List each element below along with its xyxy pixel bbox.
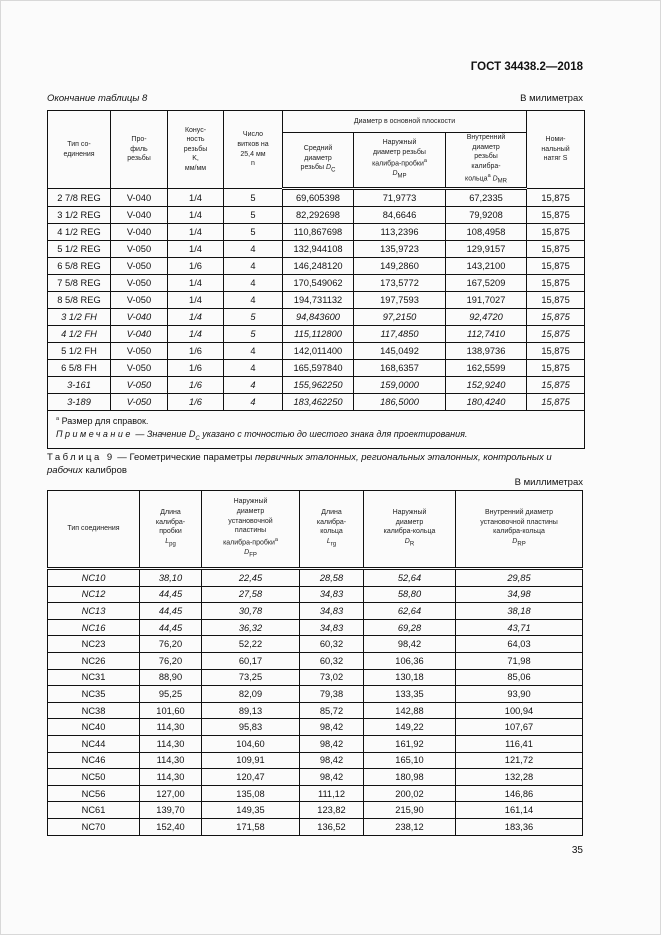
table-cell: 60,32 (300, 652, 364, 669)
table-cell: NC70 (48, 818, 140, 835)
table-cell: 162,5599 (446, 360, 527, 377)
table-cell: 15,875 (527, 394, 585, 411)
header-ring-minor-diameter: Внутренний диаметр резьбы калибра- кольца$^a$ $D_{MR}$ (446, 133, 527, 189)
table-cell: NC16 (48, 619, 140, 636)
table-cell: 5 (224, 207, 283, 224)
table-cell: 142,011400 (283, 343, 354, 360)
table-cell: 94,843600 (283, 309, 354, 326)
table-cell: NC56 (48, 785, 140, 802)
table-cell: 3-161 (48, 377, 111, 394)
header-ring-plate-inner-diameter: Внутренний диаметр установочной пластины калибра-кольца $D_{RP}$ (456, 491, 583, 569)
table-cell: 149,35 (202, 802, 300, 819)
table-cell: 15,875 (527, 326, 585, 343)
table-cell: 79,38 (300, 686, 364, 703)
table-row (48, 275, 585, 292)
table-cell: 6 5/8 FH (48, 360, 111, 377)
table-cell: 15,875 (527, 343, 585, 360)
table-cell: 1/6 (168, 360, 224, 377)
table-cell: 168,6357 (354, 360, 446, 377)
table8-notes (48, 411, 585, 449)
table-row (48, 360, 585, 377)
table-row (48, 292, 585, 309)
table-cell: 15,875 (527, 377, 585, 394)
table-cell: 4 (224, 360, 283, 377)
table-cell: 145,0492 (354, 343, 446, 360)
table-cell: 44,45 (140, 586, 202, 603)
table-cell: 4 (224, 241, 283, 258)
standard-number: ГОСТ 34438.2—2018 (470, 61, 583, 73)
table-row (48, 309, 585, 326)
table-9 (47, 490, 583, 836)
table-cell: 92,4720 (446, 309, 527, 326)
table-cell: 194,731132 (283, 292, 354, 309)
table-row (48, 719, 583, 736)
table9-title: Таблица 9 — Геометрические параметры первичных эталонных, региональных эталонных, контрольных и рабочих калибров (47, 452, 552, 476)
table-cell: 6 5/8 REG (48, 258, 111, 275)
table-cell: V-050 (111, 394, 168, 411)
table-row (48, 686, 583, 703)
table-cell: 52,22 (202, 636, 300, 653)
table-cell: 44,45 (140, 619, 202, 636)
table-cell: 71,9773 (354, 189, 446, 207)
table-cell: 1/6 (168, 343, 224, 360)
table-cell: NC35 (48, 686, 140, 703)
table-cell: NC10 (48, 569, 140, 587)
table-cell: 191,7027 (446, 292, 527, 309)
table-cell: 197,7593 (354, 292, 446, 309)
table-cell: 165,10 (364, 752, 456, 769)
table-cell: 34,98 (456, 586, 583, 603)
table-cell: 130,18 (364, 669, 456, 686)
table-cell: 180,98 (364, 769, 456, 786)
table-cell: 7 5/8 REG (48, 275, 111, 292)
table8-units: В милиметрах (520, 93, 583, 104)
table-cell: 89,13 (202, 702, 300, 719)
table-cell: 109,91 (202, 752, 300, 769)
table-cell: 111,12 (300, 785, 364, 802)
table-cell: 186,5000 (354, 394, 446, 411)
table-cell: NC13 (48, 603, 140, 620)
table-cell: 4 (224, 275, 283, 292)
table-cell: 82,09 (202, 686, 300, 703)
table-row (48, 802, 583, 819)
table9-body (48, 569, 583, 836)
header-plug-major-diameter: Наружный диаметр резьбы калибра-пробки$^a$ $D_{MP}$ (354, 133, 446, 189)
table-cell: 142,88 (364, 702, 456, 719)
table-row (48, 586, 583, 603)
table-cell: NC26 (48, 652, 140, 669)
table-cell: 180,4240 (446, 394, 527, 411)
table-row (48, 702, 583, 719)
table-cell: 132,944108 (283, 241, 354, 258)
header-connection-type: Тип соединения (48, 491, 140, 569)
header-threads-per-inch: Число витков на 25,4 мм n (224, 111, 283, 189)
table-cell: 2 7/8 REG (48, 189, 111, 207)
table-cell: 95,83 (202, 719, 300, 736)
table-cell: V-050 (111, 360, 168, 377)
table-cell: 15,875 (527, 360, 585, 377)
table-cell: 69,605398 (283, 189, 354, 207)
table-cell: 155,962250 (283, 377, 354, 394)
table-cell: 43,71 (456, 619, 583, 636)
table-cell: 15,875 (527, 275, 585, 292)
table-cell: 165,597840 (283, 360, 354, 377)
table-cell: 146,248120 (283, 258, 354, 275)
table-cell: 120,47 (202, 769, 300, 786)
table-cell: V-040 (111, 309, 168, 326)
table-cell: 149,2860 (354, 258, 446, 275)
table-cell: V-050 (111, 343, 168, 360)
table-cell: 15,875 (527, 258, 585, 275)
table-cell: 135,08 (202, 785, 300, 802)
table-cell: 152,40 (140, 818, 202, 835)
table-row (48, 326, 585, 343)
table-cell: 8 5/8 REG (48, 292, 111, 309)
table-cell: 15,875 (527, 189, 585, 207)
table-cell: 15,875 (527, 224, 585, 241)
table-cell: 3 1/2 REG (48, 207, 111, 224)
header-ring-length: Длина калибра- кольца $L_{rg}$ (300, 491, 364, 569)
table-cell: 121,72 (456, 752, 583, 769)
table-cell: 5 1/2 REG (48, 241, 111, 258)
table-cell: 101,60 (140, 702, 202, 719)
table-cell: 136,52 (300, 818, 364, 835)
header-plug-length: Длина калибра- пробки $L_{pg}$ (140, 491, 202, 569)
table-cell: 84,6646 (354, 207, 446, 224)
table-cell: NC31 (48, 669, 140, 686)
table-cell: 129,9157 (446, 241, 527, 258)
table-cell: 159,0000 (354, 377, 446, 394)
header-gauge-plane-diameter: Диаметр в основной плоскости (283, 111, 527, 133)
table-row (48, 343, 585, 360)
table-cell: 34,83 (300, 586, 364, 603)
table-cell: 1/4 (168, 241, 224, 258)
table-row (48, 241, 585, 258)
table-cell: 135,9723 (354, 241, 446, 258)
table-cell: 183,462250 (283, 394, 354, 411)
table-row (48, 394, 585, 411)
table-cell: 113,2396 (354, 224, 446, 241)
table-cell: 1/4 (168, 275, 224, 292)
table-cell: V-040 (111, 224, 168, 241)
table-cell: 5 (224, 309, 283, 326)
table-cell: 95,25 (140, 686, 202, 703)
table-cell: 4 (224, 343, 283, 360)
table-cell: V-040 (111, 326, 168, 343)
table-cell: 173,5772 (354, 275, 446, 292)
table-cell: 64,03 (456, 636, 583, 653)
header-connection-type: Тип со- единения (48, 111, 111, 189)
table-cell: 82,292698 (283, 207, 354, 224)
table-cell: 1/6 (168, 258, 224, 275)
table-row (48, 769, 583, 786)
table-cell: 97,2150 (354, 309, 446, 326)
table-cell: 71,98 (456, 652, 583, 669)
table-cell: 1/6 (168, 377, 224, 394)
table-row (48, 619, 583, 636)
table-cell: 29,85 (456, 569, 583, 587)
table-cell: 73,02 (300, 669, 364, 686)
header-ring-outer-diameter: Наружный диаметр калибра-кольца $D_R$ (364, 491, 456, 569)
table-cell: 15,875 (527, 241, 585, 258)
table-cell: 60,32 (300, 636, 364, 653)
header-pitch-diameter: Средний диаметр резьбы $D_C$ (283, 133, 354, 189)
table-cell: 1/4 (168, 326, 224, 343)
table-cell: 88,90 (140, 669, 202, 686)
table-cell: V-050 (111, 275, 168, 292)
table-cell: 110,867698 (283, 224, 354, 241)
table-row (48, 377, 585, 394)
table-cell: 132,28 (456, 769, 583, 786)
table-cell: 4 1/2 FH (48, 326, 111, 343)
table-cell: 1/6 (168, 394, 224, 411)
table-row (48, 818, 583, 835)
table-cell: 123,82 (300, 802, 364, 819)
table-row (48, 569, 583, 587)
table-cell: 5 (224, 224, 283, 241)
table-cell: 114,30 (140, 735, 202, 752)
table-cell: 79,9208 (446, 207, 527, 224)
table-row (48, 189, 585, 207)
table-cell: 3-189 (48, 394, 111, 411)
table-cell: 58,80 (364, 586, 456, 603)
table-cell: V-040 (111, 207, 168, 224)
table-row (48, 652, 583, 669)
table-cell: 138,9736 (446, 343, 527, 360)
table-cell: 108,4958 (446, 224, 527, 241)
table-cell: 15,875 (527, 292, 585, 309)
table-cell: NC44 (48, 735, 140, 752)
table-cell: V-050 (111, 241, 168, 258)
note: Примечание — Значение $D_C$ указано с точностью до шестого знака для проектирования. (56, 428, 468, 442)
table-row (48, 785, 583, 802)
table-row (48, 258, 585, 275)
table-cell: 238,12 (364, 818, 456, 835)
table-cell: 4 (224, 258, 283, 275)
table-cell: 36,32 (202, 619, 300, 636)
table-cell: 116,41 (456, 735, 583, 752)
table-cell: 127,00 (140, 785, 202, 802)
table-cell: 115,112800 (283, 326, 354, 343)
table-cell: 98,42 (364, 636, 456, 653)
table8-caption: Окончание таблицы 8 (47, 93, 148, 104)
table-cell: 4 (224, 292, 283, 309)
table-cell: 67,2335 (446, 189, 527, 207)
table-8 (47, 110, 585, 449)
table-cell: 152,9240 (446, 377, 527, 394)
table-cell: 44,45 (140, 603, 202, 620)
table-row (48, 603, 583, 620)
table-cell: 98,42 (300, 719, 364, 736)
table-row (48, 752, 583, 769)
table-cell: NC12 (48, 586, 140, 603)
header-standoff: Номи- нальный натяг S (527, 111, 585, 189)
table-cell: 171,58 (202, 818, 300, 835)
table-cell: 117,4850 (354, 326, 446, 343)
table-cell: 98,42 (300, 735, 364, 752)
table-cell: 5 1/2 FH (48, 343, 111, 360)
table-cell: 1/4 (168, 189, 224, 207)
table-cell: NC50 (48, 769, 140, 786)
table-cell: V-040 (111, 189, 168, 207)
table-cell: 30,78 (202, 603, 300, 620)
table-cell: 161,14 (456, 802, 583, 819)
table-row (48, 207, 585, 224)
table-cell: 106,36 (364, 652, 456, 669)
table-cell: 98,42 (300, 752, 364, 769)
page-number: 35 (571, 845, 583, 856)
table-cell: 34,83 (300, 603, 364, 620)
table-cell: 73,25 (202, 669, 300, 686)
table-cell: 85,72 (300, 702, 364, 719)
table-cell: NC38 (48, 702, 140, 719)
table-cell: 4 (224, 377, 283, 394)
footnote: $^a$ Размер для справок. (56, 416, 149, 426)
table-cell: 69,28 (364, 619, 456, 636)
table-cell: 15,875 (527, 309, 585, 326)
table-cell: 1/4 (168, 292, 224, 309)
table-cell: NC46 (48, 752, 140, 769)
table-cell: 62,64 (364, 603, 456, 620)
table-cell: 133,35 (364, 686, 456, 703)
table-cell: 1/4 (168, 309, 224, 326)
table-cell: 149,22 (364, 719, 456, 736)
table-cell: 4 (224, 394, 283, 411)
table9-units: В миллиметрах (514, 477, 583, 488)
table-cell: 112,7410 (446, 326, 527, 343)
table-cell: 139,70 (140, 802, 202, 819)
table-cell: 52,64 (364, 569, 456, 587)
table-cell: V-050 (111, 258, 168, 275)
table-cell: 170,549062 (283, 275, 354, 292)
table-cell: 3 1/2 FH (48, 309, 111, 326)
table-cell: 38,10 (140, 569, 202, 587)
table8-body (48, 189, 585, 411)
table-cell: 76,20 (140, 652, 202, 669)
table-cell: 104,60 (202, 735, 300, 752)
table-cell: 85,06 (456, 669, 583, 686)
table-cell: 4 1/2 REG (48, 224, 111, 241)
table-cell: 1/4 (168, 207, 224, 224)
table-cell: 34,83 (300, 619, 364, 636)
table-cell: 76,20 (140, 636, 202, 653)
table-cell: 22,45 (202, 569, 300, 587)
table-cell: 146,86 (456, 785, 583, 802)
table-cell: 114,30 (140, 769, 202, 786)
table-cell: 100,94 (456, 702, 583, 719)
table-cell: 143,2100 (446, 258, 527, 275)
table-cell: 28,58 (300, 569, 364, 587)
table-row (48, 735, 583, 752)
table-row (48, 669, 583, 686)
table-cell: NC40 (48, 719, 140, 736)
table-cell: V-050 (111, 377, 168, 394)
table-cell: 38,18 (456, 603, 583, 620)
table-cell: 200,02 (364, 785, 456, 802)
table-cell: NC23 (48, 636, 140, 653)
table-cell: 1/4 (168, 224, 224, 241)
table-cell: 27,58 (202, 586, 300, 603)
table-cell: 114,30 (140, 719, 202, 736)
table-cell: 161,92 (364, 735, 456, 752)
table-cell: 5 (224, 326, 283, 343)
table-row (48, 224, 585, 241)
table-cell: 15,875 (527, 207, 585, 224)
table-cell: 60,17 (202, 652, 300, 669)
table-cell: 93,90 (456, 686, 583, 703)
header-thread-profile: Про- филь резьбы (111, 111, 168, 189)
table-cell: 215,90 (364, 802, 456, 819)
table-cell: 5 (224, 189, 283, 207)
table-cell: 107,67 (456, 719, 583, 736)
table-cell: V-050 (111, 292, 168, 309)
table-cell: 98,42 (300, 769, 364, 786)
table-row (48, 636, 583, 653)
table-cell: 114,30 (140, 752, 202, 769)
table-cell: 183,36 (456, 818, 583, 835)
header-thread-taper: Конус- ность резьбы K, мм/мм (168, 111, 224, 189)
header-plug-plate-outer-diameter: Наружный диаметр установочной пластины калибра-пробки$^a$ $D_{FP}$ (202, 491, 300, 569)
table-cell: NC61 (48, 802, 140, 819)
table-cell: 167,5209 (446, 275, 527, 292)
